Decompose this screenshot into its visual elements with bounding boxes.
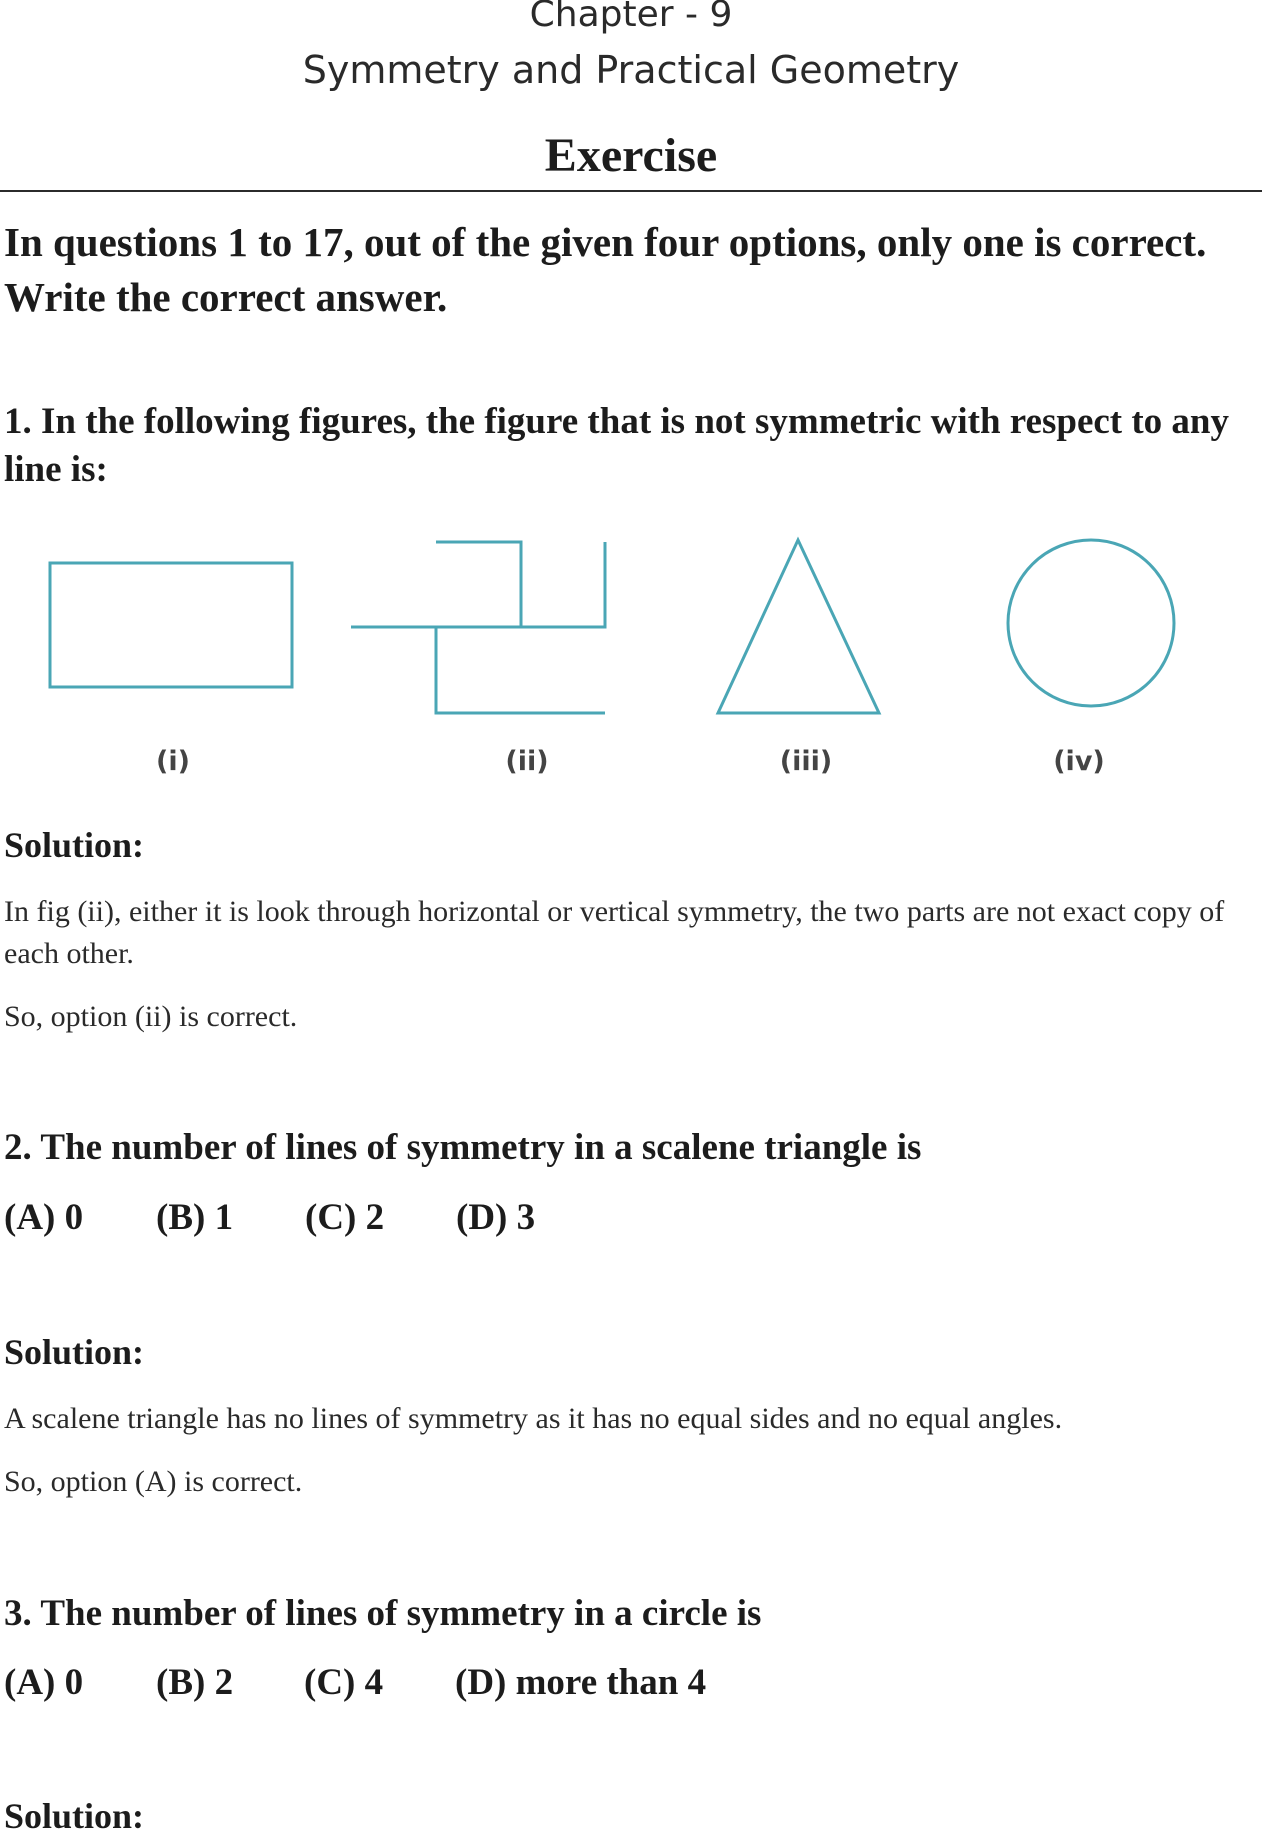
- solution-1-conclusion: So, option (ii) is correct.: [4, 1000, 298, 1033]
- figure-label-ii: (ii): [505, 746, 549, 777]
- solution-1-text: In fig (ii), either it is look through horizontal or vertical symmetry, the two parts are not exact copy of each other.: [4, 895, 1225, 970]
- solution-3-heading: Solution:: [4, 1796, 145, 1836]
- solution-2-heading: Solution:: [4, 1332, 145, 1372]
- header-divider: [0, 190, 1262, 192]
- question-1-figures: [0, 530, 1262, 730]
- question-1: 1. In the following figures, the figure that is not symmetric with respect to any line is:: [4, 401, 1230, 490]
- question-2: 2. The number of lines of symmetry in a scalene triangle is: [4, 1127, 922, 1168]
- option-a: (A) 0: [4, 1197, 84, 1238]
- solution-2-conclusion: So, option (A) is correct.: [4, 1465, 303, 1498]
- option-d: (D) more than 4: [455, 1662, 707, 1703]
- figure-label-iii: (iii): [779, 746, 833, 777]
- option-b: (B) 2: [156, 1662, 234, 1703]
- instructions: In questions 1 to 17, out of the given four options, only one is correct. Write the correct answer.: [4, 219, 1207, 320]
- figure-iv-circle: [1008, 540, 1174, 706]
- figure-ii-swastika-shape-cross: [351, 542, 605, 627]
- option-a: (A) 0: [4, 1662, 84, 1703]
- figure-iii-triangle: [718, 540, 879, 713]
- solution-1-heading: Solution:: [4, 825, 145, 865]
- option-b: (B) 1: [156, 1197, 234, 1238]
- figure-label-i: (i): [156, 746, 190, 777]
- option-d: (D) 3: [456, 1197, 536, 1238]
- solution-2-text: A scalene triangle has no lines of symmetry as it has no equal sides and no equal angles.: [4, 1402, 1063, 1435]
- option-c: (C) 4: [304, 1662, 384, 1703]
- chapter-title: Chapter - 9: [529, 0, 733, 35]
- chapter-subtitle: Symmetry and Practical Geometry: [302, 48, 960, 92]
- question-3: 3. The number of lines of symmetry in a circle is: [4, 1593, 762, 1634]
- exercise-heading: Exercise: [544, 129, 718, 182]
- figure-i-rectangle: [50, 563, 292, 687]
- figure-label-iv: (iv): [1053, 746, 1105, 777]
- option-c: (C) 2: [305, 1197, 385, 1238]
